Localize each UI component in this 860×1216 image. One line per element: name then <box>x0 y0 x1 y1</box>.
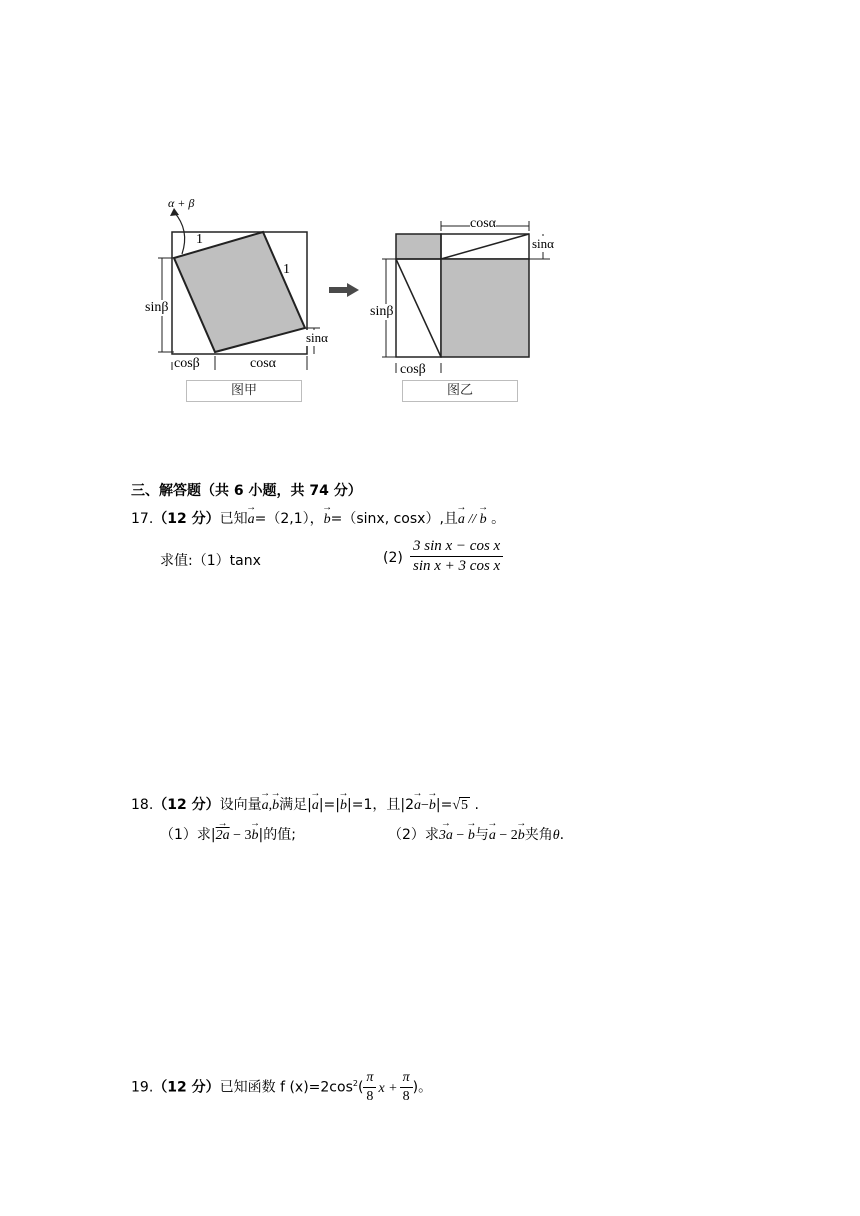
q19-points: （12 分） <box>153 1079 220 1096</box>
right-arrow-icon <box>329 283 359 297</box>
shaded-rectangle <box>174 232 305 352</box>
yi-sin-alpha-label: sinα <box>532 236 554 251</box>
small-shaded-square <box>396 234 441 259</box>
figure-yi-caption: 图乙 <box>402 380 518 402</box>
q18-part2: （2）求→ 3a − → b与→ a − 2→ b夹角θ. <box>388 824 564 844</box>
cos-alpha-label: cosα <box>250 356 276 371</box>
sin-beta-label: sinβ <box>145 300 169 315</box>
q18-points: （12 分） <box>153 797 220 813</box>
sin-alpha-label: sinα <box>306 330 328 345</box>
cos-beta-label: cosβ <box>174 356 200 371</box>
alpha-beta-label: α + β <box>168 196 195 210</box>
fraction-numerator: 3 sin x − cos x <box>410 538 503 557</box>
q18-number: 18. <box>131 797 154 813</box>
large-shaded-square <box>441 259 529 357</box>
section-heading: 三、解答题（共 6 小题，共 74 分） <box>131 483 362 499</box>
figure-jia <box>138 190 323 380</box>
vector-b: → b <box>324 512 331 528</box>
q17-ask-part1: 求值:（1）tanx <box>160 553 261 569</box>
figure-yi <box>370 205 560 380</box>
yi-cos-beta-label: cosβ <box>400 362 426 377</box>
question-18-line1: 18.（12 分）设向量→ a,→ b满足|→ a|=|→ b|=1，且|2→ a−→ b|=√5 . <box>131 794 479 814</box>
side-label-1a: 1 <box>196 232 203 247</box>
figure-jia-caption: 图甲 <box>186 380 302 402</box>
yi-sin-beta-label: sinβ <box>370 304 394 319</box>
vector-a: → a <box>248 512 255 528</box>
rotation-arc <box>174 212 185 254</box>
question-17-line1: 17.（12 分）已知→ a=（2,1），→ b=（sinx, cosx）,且→ a // → b 。 <box>131 508 505 528</box>
q17-part2-label: (2) <box>383 550 403 566</box>
fraction-denominator: sin x + 3 cos x <box>413 558 501 574</box>
q18-part1: （1）求|→ 2a − 3→ b|的值; <box>160 824 296 844</box>
yi-cos-alpha-label: cosα <box>470 216 496 231</box>
q17-fraction <box>410 538 503 575</box>
side-label-1b: 1 <box>283 262 290 277</box>
question-19-line1: 19.（12 分）已知函数 f $(x)=2\cos^2$( $\frac{\pi}{8}$ x + $\frac{\pi}{8}$ )。 <box>131 1070 433 1104</box>
q19-number: 19. <box>131 1079 154 1096</box>
q17-points: （12 分） <box>153 511 220 527</box>
sqrt-value: 5 <box>461 798 469 813</box>
q17-number: 17. <box>131 511 154 527</box>
